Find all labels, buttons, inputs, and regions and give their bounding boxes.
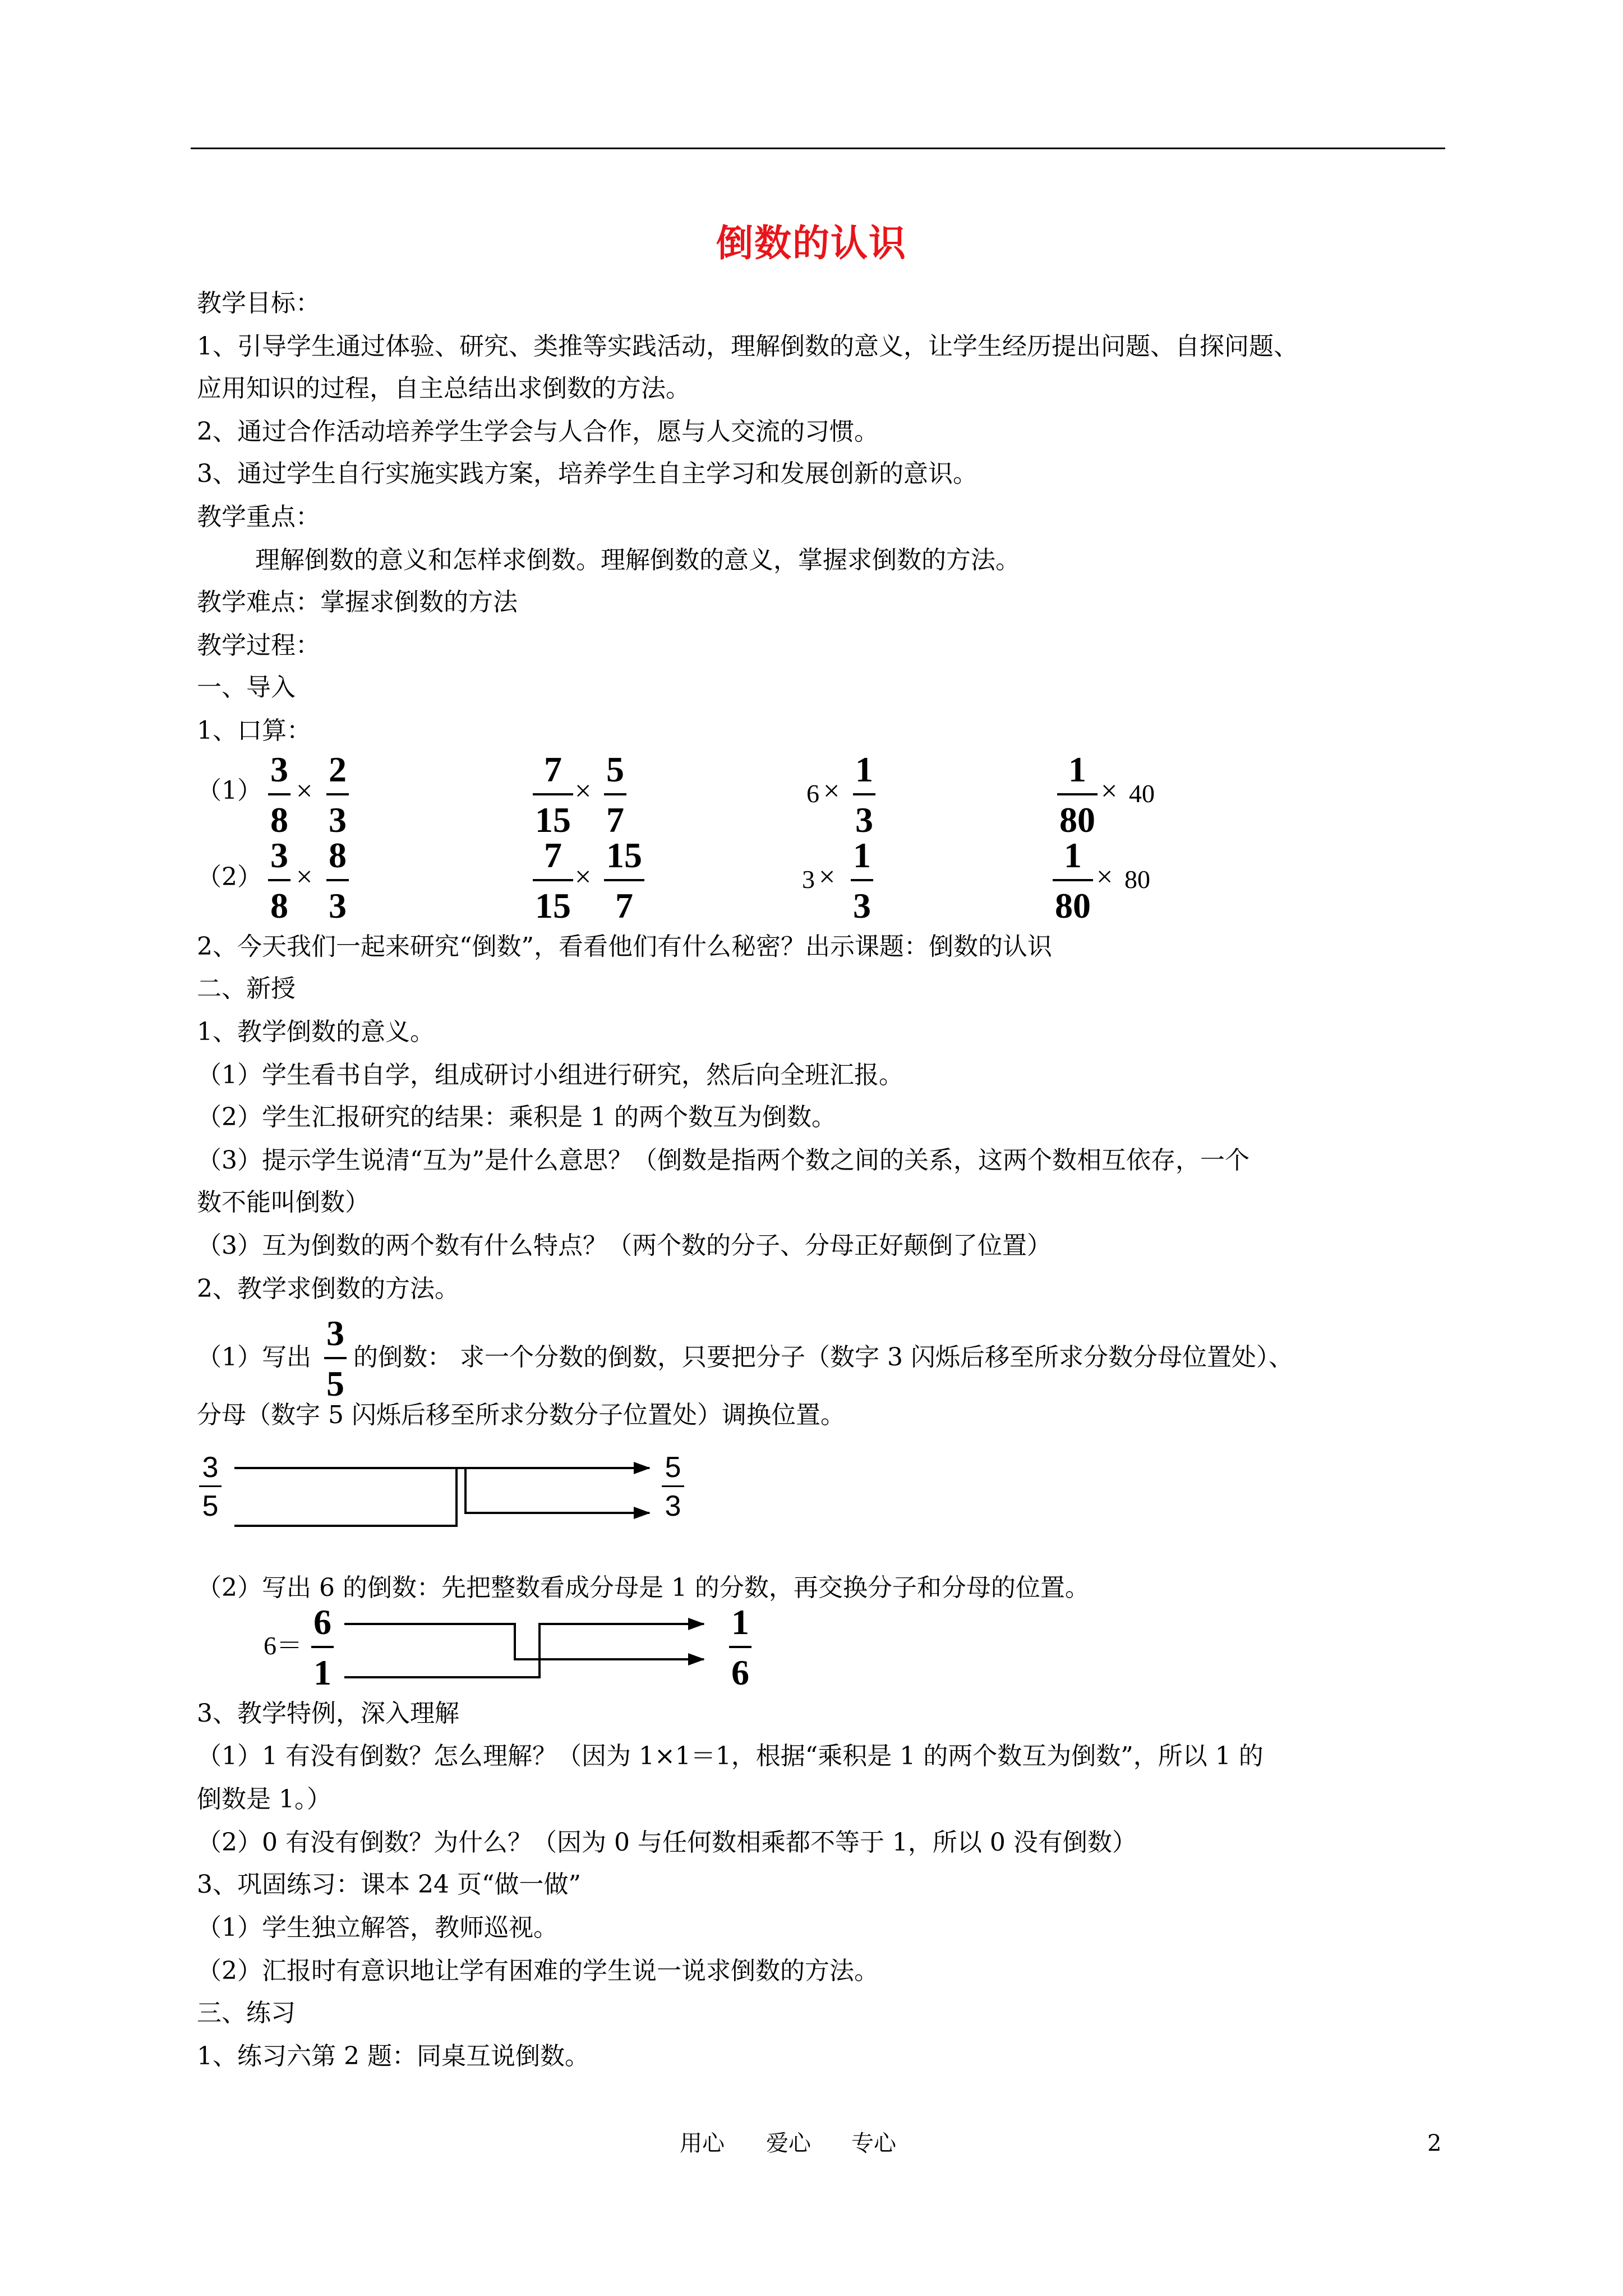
write-1-text: 的倒数： 求一个分数的倒数，只要把分子（数字 3 闪烁后移至所求分数分母位置处）、 (353, 1343, 1293, 1372)
denominator: 80 (1055, 886, 1091, 926)
numerator: 1 (853, 835, 871, 875)
numerator: 1 (1064, 835, 1082, 875)
objective-1-line-2: 应用知识的过程，自主总结出求倒数的方法。 (197, 374, 690, 403)
fraction-bar (729, 1646, 751, 1648)
consolidation-heading: 3、巩固练习：课本 24 页“做一做” (197, 1870, 581, 1899)
teach-2-heading: 2、教学求倒数的方法。 (197, 1274, 459, 1303)
times-sign: × (575, 861, 592, 893)
practice-1: 1、练习六第 2 题：同桌互说倒数。 (197, 2042, 589, 2070)
whole-number: 80 (1124, 865, 1150, 894)
write-2-line: （2）写出 6 的倒数：先把整数看成分母是 1 的分数，再交换分子和分母的位置。 (197, 1573, 1090, 1602)
footer-motto-1: 用心 (680, 2131, 725, 2156)
denominator: 15 (535, 886, 571, 926)
row-1-label: （1） (197, 776, 262, 805)
section-3-heading: 三、练习 (197, 1999, 296, 2027)
page-title: 倒数的认识 (716, 221, 907, 265)
times-sign: × (823, 775, 840, 807)
numerator: 2 (329, 749, 347, 789)
teach-1-item-1: （1）学生看书自学，组成研讨小组进行研究，然后向全班汇报。 (197, 1061, 903, 1089)
denominator: 80 (1059, 800, 1095, 840)
section-2-heading: 二、新授 (197, 974, 296, 1003)
times-sign: × (1101, 775, 1118, 807)
teach-1-item-2: （2）学生汇报研究的结果：乘积是 1 的两个数互为倒数。 (197, 1103, 836, 1131)
special-1-line-2: 倒数是 1。） (197, 1785, 331, 1814)
whole-number: 6 (806, 779, 819, 808)
special-1-line-1: （1）1 有没有倒数？怎么理解？（因为 1×1＝1，根据“乘积是 1 的两个数互为倒数”，所以 1 的 (197, 1742, 1264, 1770)
process-heading: 教学过程： (197, 631, 320, 660)
diagram-2-result-fraction (729, 1604, 751, 1691)
key-points-body: 理解倒数的意义和怎样求倒数。理解倒数的意义，掌握求倒数的方法。 (255, 546, 1020, 574)
denominator: 8 (270, 800, 288, 840)
denominator: 3 (329, 800, 347, 840)
teach-1-item-4: （3）互为倒数的两个数有什么特点？（两个数的分子、分母正好颠倒了位置） (197, 1231, 1052, 1260)
intro-line-2: 2、今天我们一起来研究“倒数”，看看他们有什么秘密？出示课题：倒数的认识 (197, 932, 1052, 961)
section-1-heading: 一、导入 (197, 673, 296, 702)
page-number: 2 (1427, 2131, 1442, 2156)
denominator: 3 (329, 886, 347, 926)
objective-1-line-1: 1、引导学生通过体验、研究、类推等实践活动，理解倒数的意义，让学生经历提出问题、自探问题、 (197, 332, 1298, 361)
objectives-heading: 教学目标： (197, 289, 320, 318)
write-1-line-2: 分母（数字 5 闪烁后移至所求分数分子位置处）调换位置。 (197, 1401, 845, 1429)
difficulty-line: 教学难点：掌握求倒数的方法 (197, 588, 518, 616)
numerator: 7 (544, 749, 562, 789)
numerator: 3 (326, 1313, 344, 1353)
objective-2: 2、通过合作活动培养学生学会与人合作，愿与人交流的习惯。 (197, 417, 879, 446)
times-sign: × (296, 861, 313, 893)
denominator: 5 (202, 1490, 219, 1522)
denominator: 7 (615, 886, 633, 926)
numerator: 7 (544, 835, 562, 875)
denominator: 15 (535, 800, 571, 840)
whole-number: 3 (802, 865, 815, 894)
consolidation-item-2: （2）汇报时有意识地让学有困难的学生说一说求倒数的方法。 (197, 1957, 879, 1985)
teach-1-item-3-line-1: （3）提示学生说清“互为”是什么意思？（倒数是指两个数之间的关系，这两个数相互依存，一个 (197, 1146, 1249, 1175)
row-2-label: （2） (197, 863, 262, 891)
teach-1-item-3-line-2: 数不能叫倒数） (197, 1188, 370, 1217)
denominator: 6 (731, 1653, 749, 1692)
denominator: 1 (313, 1653, 331, 1692)
numerator: 1 (855, 749, 873, 789)
times-sign: × (819, 861, 836, 893)
diagram-2-whole: 6＝ (264, 1631, 302, 1660)
oral-calc-heading: 1、口算： (197, 716, 311, 745)
numerator: 6 (313, 1602, 331, 1642)
times-sign: × (296, 775, 313, 807)
numerator: 1 (731, 1602, 749, 1642)
denominator: 8 (270, 886, 288, 926)
teach-3-heading: 3、教学特例，深入理解 (197, 1699, 459, 1728)
numerator: 1 (1068, 749, 1086, 789)
denominator: 7 (606, 800, 624, 840)
denominator: 5 (326, 1364, 344, 1404)
special-2: （2）0 有没有倒数？为什么？（因为 0 与任何数相乘都不等于 1，所以 0 没有倒数） (197, 1828, 1137, 1857)
whole-number: 40 (1129, 779, 1155, 808)
footer-motto-3: 专心 (851, 2131, 896, 2156)
write-1-prefix: （1）写出 (197, 1343, 311, 1372)
key-points-heading: 教学重点： (197, 503, 320, 531)
times-sign: × (575, 775, 592, 807)
denominator: 3 (853, 886, 871, 926)
denominator: 3 (665, 1490, 681, 1522)
numerator: 3 (270, 749, 288, 789)
numerator: 5 (606, 749, 624, 789)
times-sign: × (1096, 861, 1113, 893)
footer-motto-2: 爱心 (766, 2131, 811, 2156)
consolidation-item-1: （1）学生独立解答，教师巡视。 (197, 1913, 558, 1942)
numerator: 3 (202, 1451, 219, 1484)
numerator: 3 (270, 835, 288, 875)
teach-1-heading: 1、教学倒数的意义。 (197, 1018, 435, 1046)
numerator: 8 (329, 835, 347, 875)
objective-3: 3、通过学生自行实施实践方案，培养学生自主学习和发展创新的意识。 (197, 459, 978, 488)
denominator: 3 (855, 800, 873, 840)
numerator: 5 (665, 1451, 681, 1484)
numerator: 15 (606, 835, 642, 875)
